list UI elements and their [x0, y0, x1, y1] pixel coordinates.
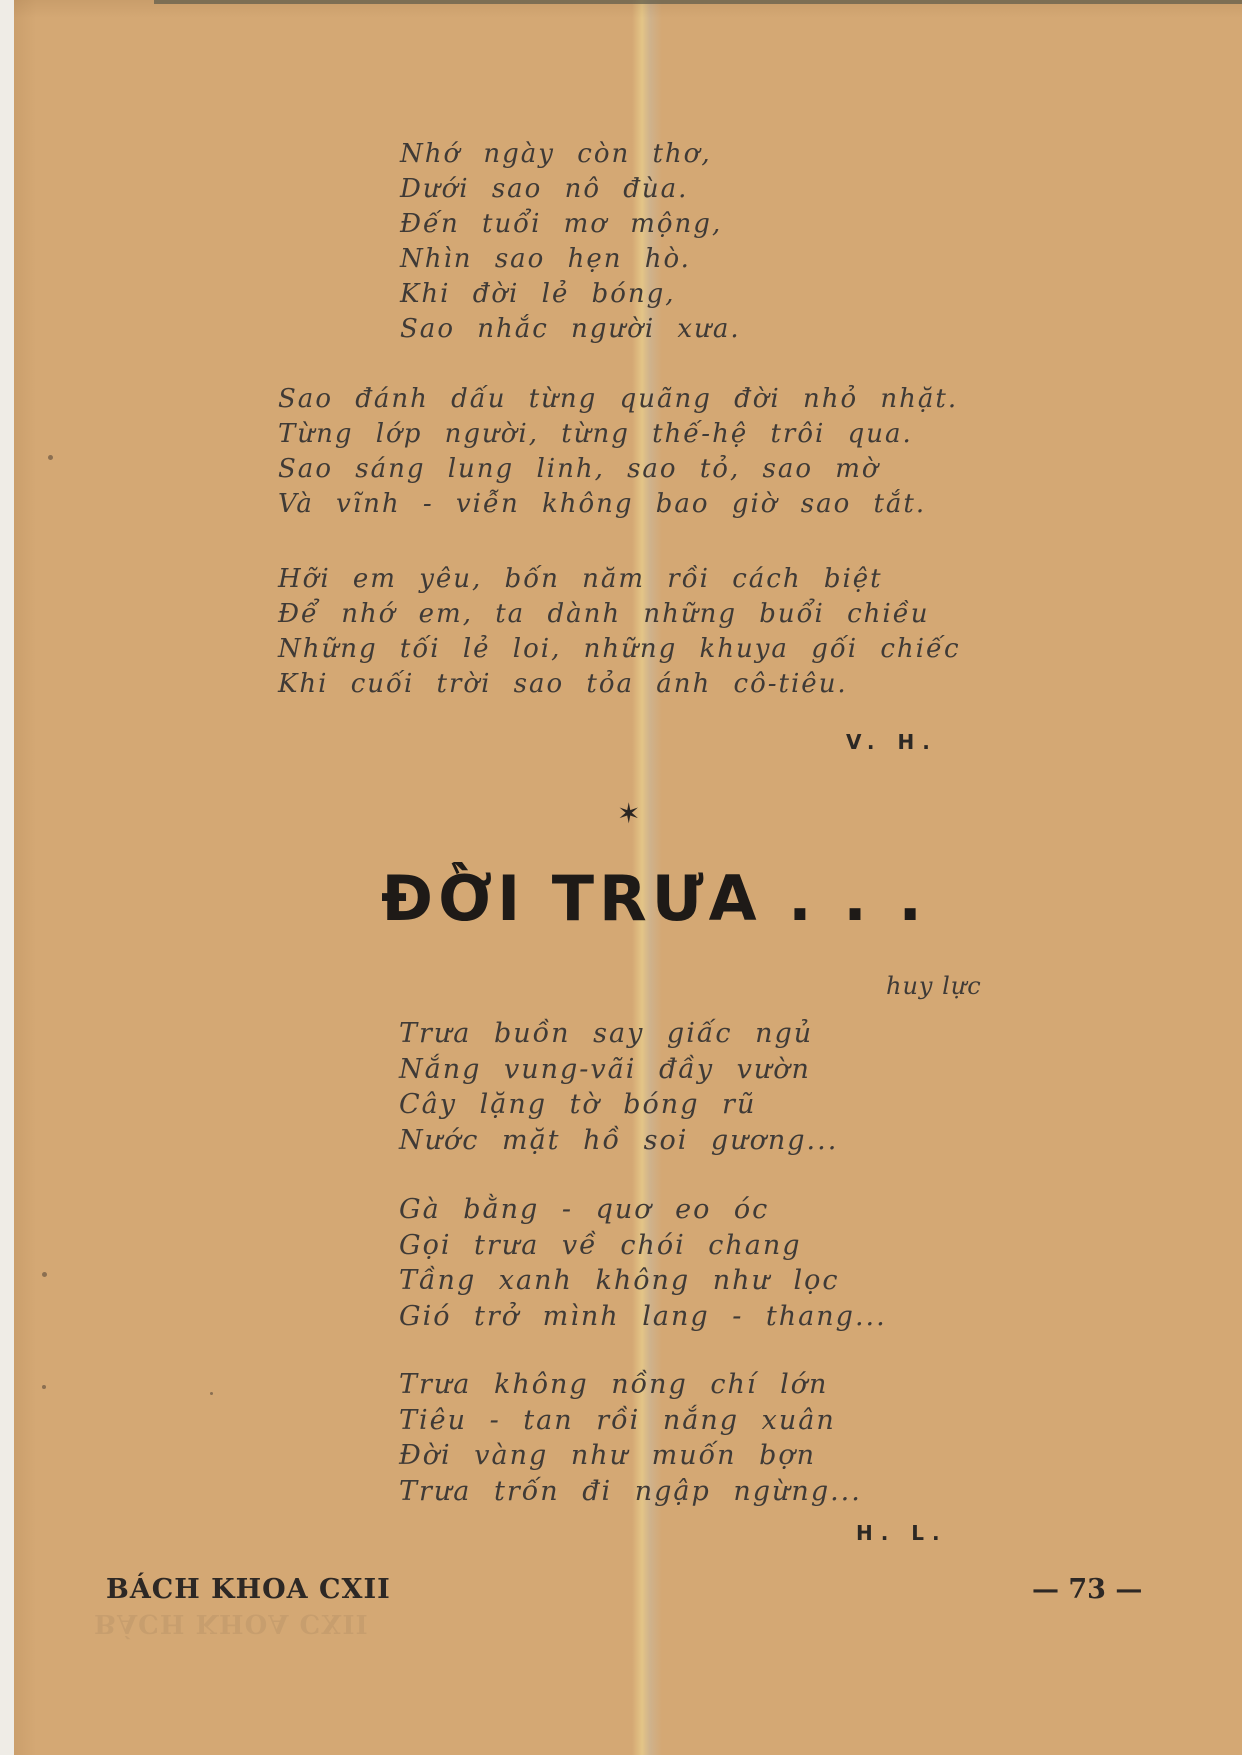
poem-line: Sao đánh dấu từng quãng đời nhỏ nhặt. [278, 384, 959, 414]
poem-line: Hỡi em yêu, bốn năm rồi cách biệt [278, 564, 883, 594]
poem2-signature: H. L. [856, 1521, 948, 1545]
poem1-stanza-1 [400, 137, 741, 347]
poem-line: Nhìn sao hẹn hò. [400, 244, 691, 274]
poem-line: Sao sáng lung linh, sao tỏ, sao mờ [278, 454, 880, 484]
poem1-stanza-3 [278, 562, 961, 702]
poem2-author: huy lực [886, 972, 982, 1000]
poem-line: Sao nhắc người xưa. [400, 314, 741, 344]
poem-line: Đến tuổi mơ mộng, [400, 209, 723, 239]
paper-speck [48, 455, 53, 460]
poem-line: Cây lặng tờ bóng rũ [399, 1089, 757, 1120]
poem-line: Gà bằng - quơ eo óc [399, 1194, 770, 1225]
poem-line: Nắng vung-vãi đầy vườn [399, 1053, 811, 1085]
poem2-stanza-2 [399, 1192, 887, 1334]
poem-line: Từng lớp người, từng thế-hệ trôi qua. [278, 419, 913, 449]
poem1-signature: V. H. [846, 730, 938, 754]
top-edge-rule [154, 0, 1242, 4]
poem1-stanza-2 [278, 382, 958, 522]
separator-star-icon: ✶ [617, 797, 641, 830]
poem2-title: ĐỜI TRƯA . . . [381, 862, 927, 935]
poem-line: Trưa trốn đi ngập ngừng... [399, 1475, 862, 1507]
poem-line: Gió trở mình lang - thang... [399, 1300, 887, 1332]
poem2-stanza-3 [399, 1367, 862, 1509]
poem-line: Nhớ ngày còn thơ, [400, 139, 712, 169]
show-through-text: BÁCH KHOA CXII [94, 1608, 369, 1638]
poem-line: Trưa không nồng chí lớn [399, 1369, 829, 1400]
poem-line: Và vĩnh - viễn không bao giờ sao tắt. [278, 489, 927, 519]
poem-line: Những tối lẻ loi, những khuya gối chiếc [278, 634, 961, 664]
poem-line: Tiêu - tan rồi nắng xuân [399, 1404, 836, 1436]
magazine-page [14, 0, 1242, 1755]
paper-speck [42, 1385, 46, 1389]
poem-line: Trưa buồn say giấc ngủ [399, 1018, 814, 1049]
poem-line: Dưới sao nô đùa. [400, 174, 689, 204]
poem-line: Gọi trưa về chói chang [399, 1229, 802, 1261]
poem-line: Khi cuối trời sao tỏa ánh cô-tiêu. [278, 669, 848, 699]
poem2-stanza-1 [399, 1016, 838, 1158]
paper-speck [210, 1392, 213, 1395]
poem-line: Để nhớ em, ta dành những buổi chiều [278, 599, 930, 629]
poem-line: Tầng xanh không như lọc [399, 1265, 840, 1296]
poem-line: Khi đời lẻ bóng, [400, 279, 676, 309]
page-number: — 73 — [1032, 1574, 1143, 1605]
poem-line: Nước mặt hồ soi gương... [399, 1124, 839, 1156]
publication-name: BÁCH KHOA CXII [106, 1574, 391, 1605]
paper-speck [42, 1272, 47, 1277]
poem-line: Đời vàng như muốn bợn [399, 1440, 817, 1471]
